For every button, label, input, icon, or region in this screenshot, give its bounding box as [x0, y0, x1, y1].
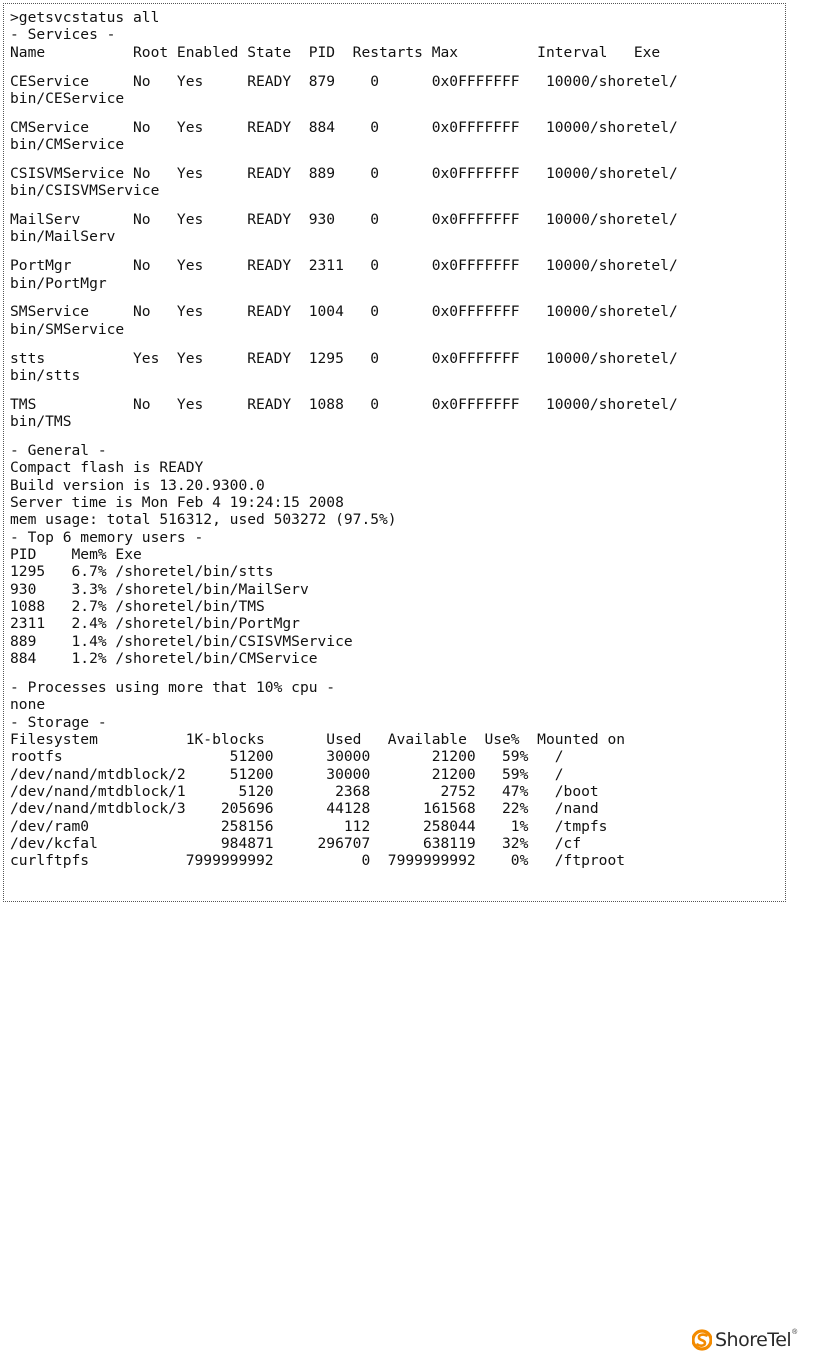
memory-row: 1295 6.7% /shoretel/bin/stts	[10, 563, 274, 581]
storage-header: - Storage -	[10, 713, 107, 731]
storage-row: rootfs 51200 30000 21200 59% /	[10, 748, 564, 766]
cpu-header: - Processes using more that 10% cpu -	[10, 679, 336, 696]
storage-row: /dev/kcfal 984871 296707 638119 32% /cf	[10, 835, 582, 853]
memory-row: 884 1.2% /shoretel/bin/CMService	[10, 650, 318, 668]
service-exe-csisvmservice: bin/CSISVMService	[10, 182, 160, 200]
service-row-tms: TMS No Yes READY 1088 0 0x0FFFFFFF 10000/shoretel/	[10, 395, 678, 413]
general-line: Build version is 13.20.9300.0	[10, 476, 265, 494]
storage-row: /dev/nand/mtdblock/3 205696 44128 161568 22% /nand	[10, 800, 599, 818]
shoretel-swirl-icon	[692, 1329, 712, 1351]
memory-row: 1088 2.7% /shoretel/bin/TMS	[10, 598, 265, 616]
service-exe-mailserv: bin/MailServ	[10, 228, 116, 246]
service-row-cmservice: CMService No Yes READY 884 0 0x0FFFFFFF 10000/shoretel/	[10, 118, 678, 136]
memory-row: 889 1.4% /shoretel/bin/CSISVMService	[10, 632, 353, 650]
storage-row: curlftpfs 7999999992 0 7999999992 0% /ftproot	[10, 852, 626, 870]
service-row-portmgr: PortMgr No Yes READY 2311 0 0x0FFFFFFF 10000/shoretel/	[10, 257, 678, 275]
terminal-text	[10, 9, 678, 870]
terminal-output	[3, 3, 786, 902]
services-header: - Services -	[10, 26, 116, 44]
service-row-stts: stts Yes Yes READY 1295 0 0x0FFFFFFF 10000/shoretel/	[10, 349, 678, 367]
service-exe-stts: bin/stts	[10, 367, 81, 384]
service-exe-ceservice: bin/CEService	[10, 89, 125, 107]
storage-row: /dev/nand/mtdblock/2 51200 30000 21200 59% /	[10, 765, 564, 783]
memory-header: - Top 6 memory users -	[10, 528, 204, 546]
memory-row: 2311 2.4% /shoretel/bin/PortMgr	[10, 615, 300, 633]
memory-row: 930 3.3% /shoretel/bin/MailServ	[10, 580, 309, 598]
service-row-ceservice: CEService No Yes READY 879 0 0x0FFFFFFF 10000/shoretel/	[10, 72, 678, 90]
services-columns: Name Root Enabled State PID Restarts Max Interval Exe	[10, 43, 661, 61]
general-line: Server time is Mon Feb 4 19:24:15 2008	[10, 494, 344, 512]
service-row-mailserv: MailServ No Yes READY 930 0 0x0FFFFFFF 10000/shoretel/	[10, 211, 678, 229]
shoretel-logo	[692, 1328, 797, 1352]
registered-mark: ®	[792, 1329, 798, 1336]
cpu-value: none	[10, 696, 46, 714]
general-line: Compact flash is READY	[10, 459, 204, 477]
logo-wordmark: ShoreTel	[715, 1329, 792, 1351]
service-exe-cmservice: bin/CMService	[10, 136, 125, 154]
storage-columns: Filesystem 1K-blocks Used Available Use% Mounted on	[10, 731, 626, 749]
service-exe-tms: bin/TMS	[10, 413, 72, 431]
storage-row: /dev/nand/mtdblock/1 5120 2368 2752 47% /boot	[10, 783, 599, 801]
memory-columns: PID Mem% Exe	[10, 546, 142, 564]
general-line: mem usage: total 516312, used 503272 (97.5%)	[10, 511, 397, 529]
service-exe-smservice: bin/SMService	[10, 320, 125, 338]
service-exe-portmgr: bin/PortMgr	[10, 274, 107, 292]
service-row-csisvmservice: CSISVMService No Yes READY 889 0 0x0FFFFFFF 10000/shoretel/	[10, 164, 678, 182]
storage-row: /dev/ram0 258156 112 258044 1% /tmpfs	[10, 817, 608, 835]
service-row-smservice: SMService No Yes READY 1004 0 0x0FFFFFFF 10000/shoretel/	[10, 303, 678, 321]
command-line: >getsvcstatus all	[10, 9, 160, 26]
general-header: - General -	[10, 442, 107, 460]
